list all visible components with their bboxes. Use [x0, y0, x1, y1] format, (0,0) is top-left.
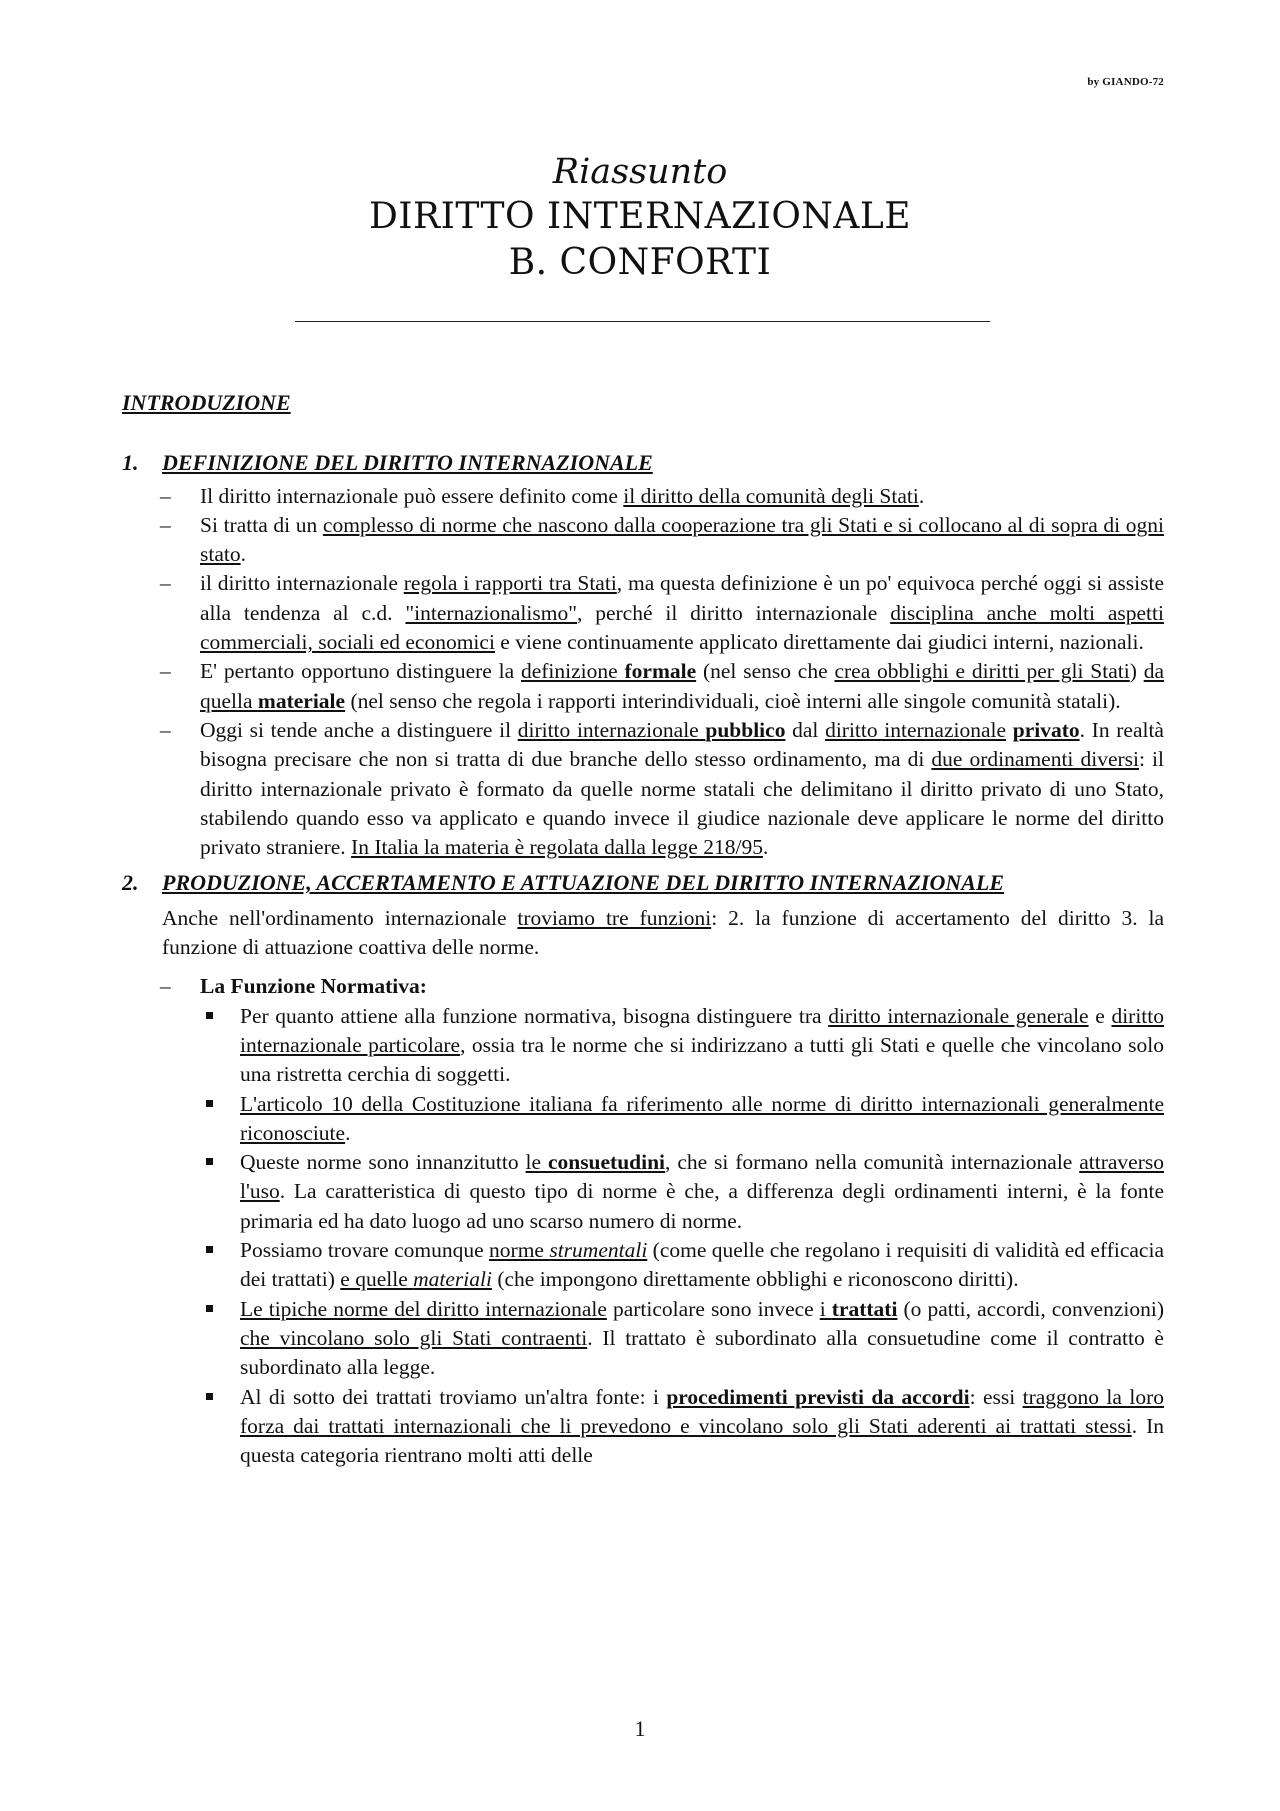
title-line-2: DIRITTO INTERNAZIONALE: [368, 196, 912, 237]
list-item: – Oggi si tende anche a distinguere il diritto internazionale pubblico dal diritto internazionale privato. In realtà bisogna precisare che non si tratta di due branche dello stesso ordinamento, ma di due ordinamenti diversi: il diritto internazionale privato è formato da quelle norme statali che delimitano il diritto privato di uno Stato, stabilendo quando esso va applicato e quando invece il giudice nazionale deve applicare le norme del diritto privato straniere. In Italia la materia è regolata dalla legge 218/95.: [200, 716, 1164, 862]
section-1-heading: [122, 448, 1164, 477]
intro-heading: INTRODUZIONE: [122, 390, 291, 415]
list-item: – il diritto internazionale regola i rapporti tra Stati, ma questa definizione è un po' equivoca perché oggi si assiste alla tendenza al c.d. "internazionalismo", perché il diritto internazionale disciplina anche molti aspetti commerciali, sociali ed economici e viene continuamente applicato direttamente dai giudici interni, nazionali.: [200, 569, 1164, 657]
section-2-heading: [122, 868, 1164, 897]
sub-heading: La Funzione Normativa:: [200, 974, 427, 999]
normative-function-list: [200, 1002, 1164, 1471]
list-item: Possiamo trovare comunque norme strumentali (come quelle che regolano i requisiti di validità ed efficacia dei trattati) e quelle materiali (che impongono direttamente obblighi e riconoscono diritti).: [240, 1236, 1164, 1295]
list-item: – E' pertanto opportuno distinguere la definizione formale (nel senso che crea obblighi e diritti per gli Stati) da quella materiale (nel senso che regola i rapporti interindividuali, cioè interni alle singole comunità statali).: [200, 657, 1164, 716]
document-body: [122, 388, 1164, 1470]
section-title: PRODUZIONE, ACCERTAMENTO E ATTUAZIONE DEL DIRITTO INTERNAZIONALE: [162, 870, 1005, 896]
list-item: – Si tratta di un complesso di norme che nascono dalla cooperazione tra gli Stati e si collocano al di sopra di ogni stato.: [200, 511, 1164, 570]
section-2-paragraph: Anche nell'ordinamento internazionale troviamo tre funzioni: 2. la funzione di accertamento del diritto 3. la funzione di attuazione coattiva delle norme.: [162, 905, 1164, 960]
section-title: DEFINIZIONE DEL DIRITTO INTERNAZIONALE: [162, 450, 653, 476]
page-number: 1: [634, 1716, 646, 1741]
list-item: [200, 972, 1164, 1470]
list-item: Al di sotto dei trattati troviamo un'altra fonte: i procedimenti previsti da accordi: essi traggono la loro forza dai trattati internazionali che li prevedono e vincolano solo gli Stati aderenti ai trattati stessi. In questa categoria rientrano molti atti delle: [240, 1383, 1164, 1471]
section-number: 2.: [122, 870, 139, 896]
list-item: L'articolo 10 della Costituzione italiana fa riferimento alle norme di diritto internazionali generalmente riconosciute.: [240, 1090, 1164, 1149]
section-2-list: [122, 972, 1164, 1470]
title-line-3: B. CONFORTI: [508, 242, 772, 283]
document-title: [0, 150, 1280, 286]
list-item: – Il diritto internazionale può essere definito come il diritto della comunità degli Stati.: [200, 482, 1164, 511]
author-note: by GIANDO-72: [1087, 76, 1164, 88]
title-line-1: Riassunto: [552, 152, 728, 192]
section-1-list: [122, 482, 1164, 863]
list-item: Le tipiche norme del diritto internazionale particolare sono invece i trattati (o patti, accordi, convenzioni) che vincolano solo gli Stati contraenti. Il trattato è subordinato alla consuetudine come il contratto è subordinato alla legge.: [240, 1295, 1164, 1383]
list-item: Queste norme sono innanzitutto le consuetudini, che si formano nella comunità internazionale attraverso l'uso. La caratteristica di questo tipo di norme è che, a differenza degli ordinamenti interni, è la fonte primaria ed ha dato luogo ad uno scarso numero di norme.: [240, 1148, 1164, 1236]
list-item: Per quanto attiene alla funzione normativa, bisogna distinguere tra diritto internazionale generale e diritto internazionale particolare, ossia tra le norme che si indirizzano a tutti gli Stati e quelle che vincolano solo una ristretta cerchia di soggetti.: [240, 1002, 1164, 1090]
section-number: 1.: [122, 450, 139, 476]
title-divider: [295, 321, 990, 322]
